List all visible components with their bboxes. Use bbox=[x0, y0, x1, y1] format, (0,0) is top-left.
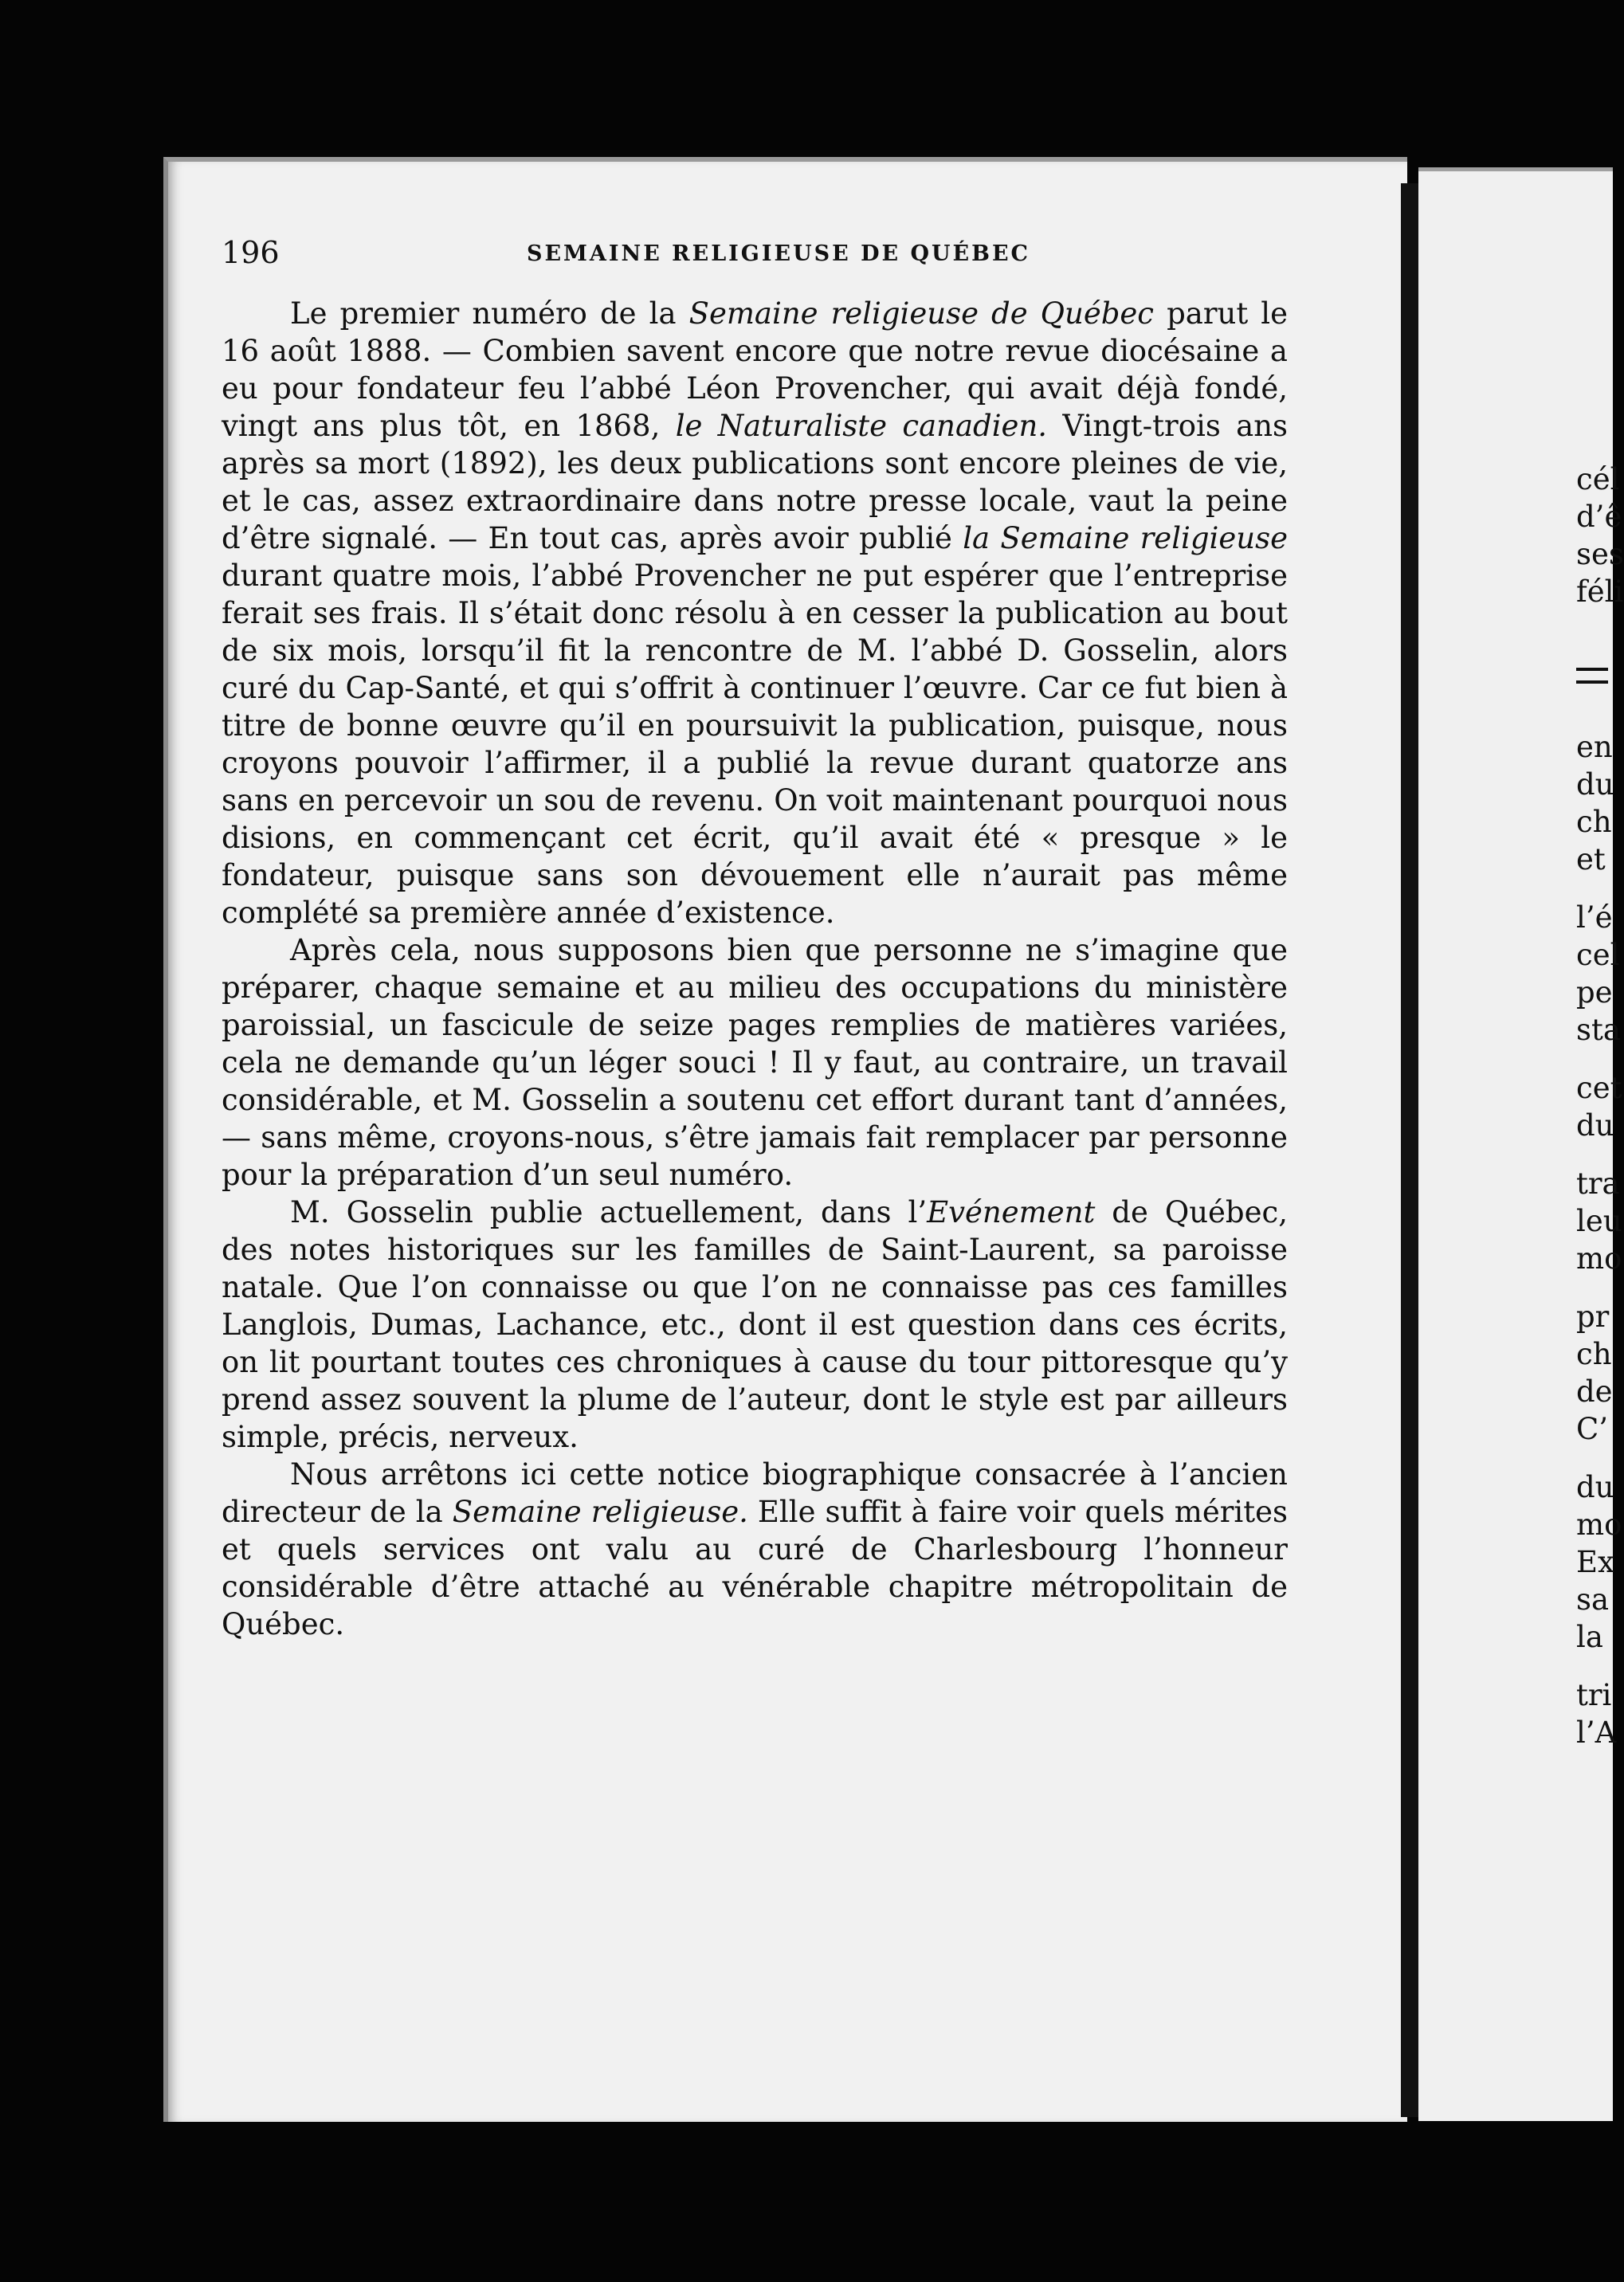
facing-page-line: du bbox=[1576, 767, 1614, 802]
facing-page-line: ch bbox=[1576, 805, 1612, 839]
paragraph-text: Vingt-trois ans après sa mort (1892), les deux publications sont encore pleines de vie, et le cas, assez extraordinaire dans notre presse locale, vaut la peine d’être signalé. — En tout cas, après avoir publié bbox=[222, 409, 1289, 555]
facing-page-line: cel bbox=[1576, 938, 1620, 972]
italic-title: Semaine religieuse. bbox=[452, 1495, 748, 1529]
facing-page-line: du bbox=[1576, 1470, 1614, 1504]
paragraph-text: durant quatre mois, l’abbé Provencher ne put espérer que l’entreprise ferait ses frais. Il s’était donc résolu à en cesser la publication au bout de six mois, lorsqu’il fit la rencontre de M. l’abbé D. Gosselin, alors curé du Cap-Santé, et qui s’offrit à continuer l’œuvre. Car ce fut bien à titre de bonne œuvre qu’il en poursuivit la publication, puisque, nous croyons pouvoir l’affirmer, il a publié la revue durant quatorze ans sans en percevoir un sou de revenu. On voit maintenant pourquoi nous disions, en commençant cet écrit, qu’il avait été « presque » le fondateur, puisque sans son dévouement elle n’aurait pas même complété sa première année d’existence. bbox=[222, 559, 1288, 930]
page-gutter bbox=[1401, 183, 1418, 2117]
facing-page-line: mo bbox=[1576, 1241, 1622, 1276]
facing-page-spacer bbox=[1576, 878, 1624, 899]
facing-page-line: leu bbox=[1576, 1204, 1622, 1238]
paragraph-text: Nous arrêtons ici cette notice biographique consacrée à l’ancien directeur de la bbox=[222, 1457, 1288, 1529]
paragraph bbox=[222, 295, 1288, 931]
italic-title: la Semaine religieuse bbox=[963, 521, 1288, 555]
facing-page-spacer bbox=[1576, 1277, 1624, 1298]
page-number: 196 bbox=[222, 235, 280, 270]
paragraph-text: Après cela, nous supposons bien que personne ne s’imagine que préparer, chaque semaine et au milieu des occupations du ministère paroissial, un fascicule de seize pages remplies de matières variées, cela ne demande qu’un léger souci ! Il y faut, au contraire, un travail considérable, et M. Gosselin a soutenu cet effort durant tant d’années, — sans même, croyons-nous, s’être jamais fait remplacer par personne pour la préparation d’un seul numéro. bbox=[222, 933, 1288, 1192]
facing-page-line: l’é bbox=[1576, 900, 1613, 935]
paragraph-text: M. Gosselin publie actuellement, dans l’ bbox=[290, 1195, 928, 1229]
paragraph-text: de Québec, des notes historiques sur les familles de Saint-Laurent, sa paroisse natale. Que l’on connaisse ou que l’on ne connaisse pas ces familles Langlois, Dumas, Lachance, etc., dont il est question dans ces écrits, on lit pourtant toutes ces chroniques à cause du tour pittoresque qu’y prend assez souvent la plume de l’auteur, dont le style est par ailleurs simple, précis, nerveux. bbox=[222, 1195, 1288, 1454]
running-title: SEMAINE RELIGIEUSE DE QUÉBEC bbox=[526, 241, 1031, 266]
facing-page-line: de bbox=[1576, 1374, 1613, 1409]
facing-page-line: mo bbox=[1576, 1508, 1622, 1542]
facing-page-line: tra bbox=[1576, 1166, 1620, 1201]
facing-page-line: d’ê bbox=[1576, 500, 1622, 534]
italic-title: Evénement bbox=[927, 1195, 1096, 1229]
paragraph bbox=[222, 931, 1288, 1194]
italic-title: Semaine religieuse de Québec bbox=[688, 296, 1155, 331]
facing-page-line: sa bbox=[1576, 1582, 1610, 1617]
facing-page-spacer bbox=[1576, 610, 1624, 728]
facing-page-spacer bbox=[1576, 1144, 1624, 1165]
paragraph-text: parut le 16 août 1888. — Combien savent encore que notre revue diocésaine a eu pour fondateur feu l’abbé Léon Provencher, qui avait déjà fondé, vingt ans plus tôt, en 1868, bbox=[222, 296, 1288, 443]
facing-page-line: ses bbox=[1576, 537, 1624, 571]
facing-page-line: cet bbox=[1576, 1071, 1622, 1105]
article-body bbox=[222, 295, 1288, 1643]
facing-page-line: C’ bbox=[1576, 1412, 1609, 1446]
paragraph bbox=[222, 1194, 1288, 1456]
facing-page-spacer bbox=[1576, 1049, 1624, 1069]
facing-page-line: Ex bbox=[1576, 1545, 1614, 1579]
facing-page-line: en bbox=[1576, 730, 1613, 764]
facing-page-line: cél bbox=[1576, 462, 1620, 496]
italic-title: le Naturaliste canadien. bbox=[675, 409, 1048, 443]
paragraph-text: Elle suffit à faire voir quels mérites et quels services ont valu au curé de Charlesbourg l’honneur considérable d’être attaché au vénérable chapitre métropolitain de Québec. bbox=[222, 1495, 1288, 1641]
paragraph-text: Le premier numéro de la bbox=[290, 296, 689, 331]
paragraph bbox=[222, 1456, 1288, 1643]
facing-page-line: pr bbox=[1576, 1300, 1610, 1334]
facing-page-line: et bbox=[1576, 842, 1606, 876]
facing-page-line: ch bbox=[1576, 1337, 1612, 1371]
facing-page-line: tri bbox=[1576, 1678, 1612, 1712]
facing-page-line: du bbox=[1576, 1108, 1614, 1143]
facing-page-spacer bbox=[1576, 1448, 1624, 1468]
facing-page-line: la bbox=[1576, 1620, 1603, 1654]
page-header bbox=[222, 235, 1288, 275]
facing-page-line: féli bbox=[1576, 574, 1624, 609]
facing-page-text bbox=[1576, 461, 1624, 1751]
facing-page-line: sta bbox=[1576, 1013, 1621, 1047]
facing-page-line: l’A bbox=[1576, 1715, 1617, 1750]
facing-page-line: pe bbox=[1576, 975, 1613, 1010]
facing-page-spacer bbox=[1576, 1656, 1624, 1676]
